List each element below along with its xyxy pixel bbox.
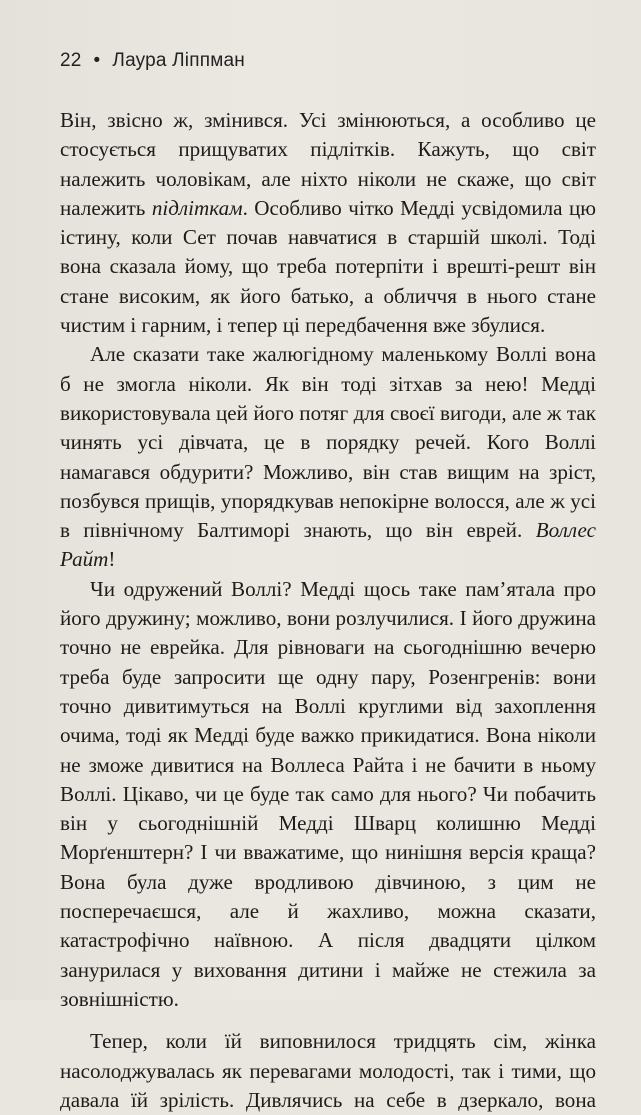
paragraph-4: [60, 1027, 596, 1115]
paragraph-1-emphasis: підліткам: [151, 195, 243, 220]
paragraph-4-text: Тепер, коли їй виповнилося тридцять сім, жінка насолоджувалась як перевагами молодості, так і тими, що давала їй зрілість. Дивлячись на себе в дзеркало, вона: [60, 1029, 596, 1112]
running-head: [60, 50, 245, 72]
paragraph-3-text: Чи одружений Воллі? Медді щось таке пам’ятала про його дружину; можливо, вони розлучилися. І його дружина точно не еврейка. Для рівноваги на сьогоднішню вечерю треба буде запросити ще одну пару, Розенгренів: вони точно дивитимуться на Воллі круглими від захоплення очима, тоді як Медді буде важко прикидатися. Вона ніколи не зможе дивитися на Воллеса Райта і не бачити в ньому Воллі. Цікаво, чи це буде так само для нього? Чи побачить він у сьогоднішній Медді Шварц колишню Медді Морґенштерн? І чи вважатиме, що нинішня версія краща? Вона була дуже вродливою дівчиною, з цим не посперечаєшся, але й жахливо, можна сказати, катастрофічно наївною. А після двадцяти цілком занурилася у виховання дитини і майже не стежила за зовнішністю.: [60, 576, 596, 1011]
author-name: Лаура Ліппман: [112, 50, 245, 71]
page-number: 22: [60, 50, 82, 71]
body-text: [60, 106, 596, 1115]
paragraph-3: [60, 575, 596, 1014]
paragraph-2: [60, 340, 596, 574]
paragraph-2-emphasis: Воллес Райт: [60, 518, 596, 572]
paragraph-2-text-b: !: [108, 547, 116, 572]
header-separator: •: [93, 50, 101, 71]
paragraph-2-text-a: Але сказати таке жалюгідному маленькому Воллі вона б не змогла ніколи. Як він тоді зітхав за нею! Медді використовувала цей його потяг для своєї вигоди, але ж так чинять усі дівчата, це в порядку речей. Кого Воллі намагався обдурити? Можливо, він став вищим на зріст, позбувся прищів, упорядкував непокірне волосся, але ж усі в північному Балтиморі знають, що він еврей.: [60, 342, 596, 543]
paragraph-1-text-a: Він, звісно ж, змінився. Усі змінюються, а особливо це стосується прищуватих підлітків. Кажуть, що світ належить чоловікам, але ніхто ніколи не скаже, що світ належить: [60, 108, 596, 220]
paragraph-1-text-b: . Особливо чітко Медді усвідомила цю істину, коли Сет почав навчатися в старшій школі. Тоді вона сказала йому, що треба потерпіти і врешті-решт він стане високим, як його батько, а обличчя в нього стане чистим і гарним, і тепер ці передбачення вже збулися.: [60, 195, 596, 338]
paragraph-1: [60, 106, 596, 340]
